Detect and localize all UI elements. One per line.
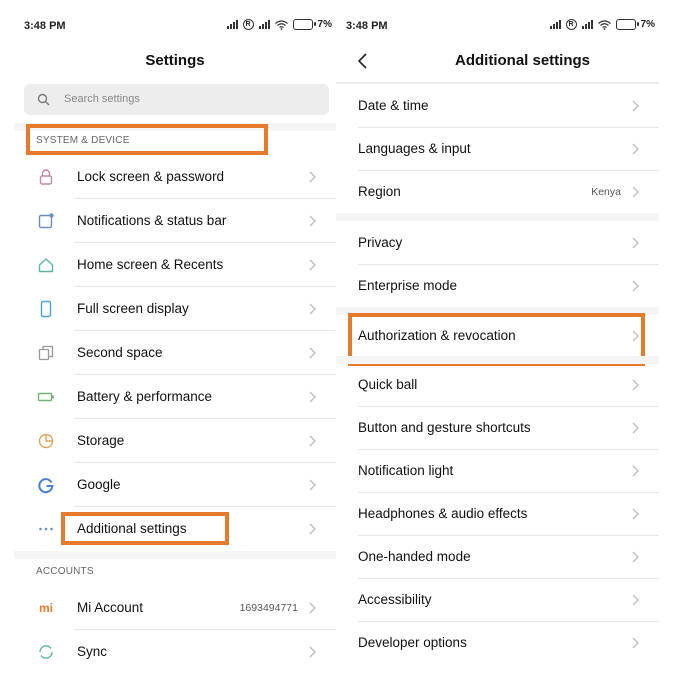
section-divider: [336, 213, 659, 221]
item-label: Second space: [77, 345, 163, 360]
settings-item-enterprise-mode[interactable]: [336, 264, 659, 308]
section-header-accounts: ACCOUNTS: [36, 566, 94, 577]
chevron-right-icon: [306, 170, 318, 184]
lock-icon: [37, 168, 55, 186]
item-label: Button and gesture shortcuts: [358, 420, 531, 435]
item-label: Privacy: [358, 235, 403, 250]
chevron-right-icon: [629, 593, 641, 607]
chevron-right-icon: [306, 645, 318, 659]
battery-status-icon: [616, 19, 636, 30]
back-arrow-icon[interactable]: [354, 50, 374, 72]
item-label: Additional settings: [77, 521, 187, 536]
settings-item-accessibility[interactable]: [336, 578, 659, 622]
item-value: Kenya: [591, 186, 621, 198]
status-bar: [14, 0, 336, 52]
chevron-right-icon: [306, 214, 318, 228]
chevron-right-icon: [629, 507, 641, 521]
chevron-right-icon: [306, 258, 318, 272]
mi-icon: mi: [38, 601, 53, 615]
status-time: 3:48 PM: [24, 20, 66, 32]
item-label: Storage: [77, 433, 125, 448]
settings-item-quick-ball[interactable]: [336, 363, 659, 407]
second-space-icon: [37, 344, 55, 362]
item-label: Accessibility: [358, 592, 432, 607]
chevron-right-icon: [306, 478, 318, 492]
google-icon: [37, 476, 55, 494]
battery-percent: 7%: [317, 19, 332, 30]
item-value: 1693494771: [239, 602, 298, 614]
settings-item-sync[interactable]: [14, 630, 336, 674]
page-title: Additional settings: [455, 52, 590, 69]
chevron-right-icon: [629, 464, 641, 478]
item-label: Languages & input: [358, 141, 471, 156]
settings-item-home-screen[interactable]: [14, 243, 336, 287]
item-label: Full screen display: [77, 301, 189, 316]
item-label: Headphones & audio effects: [358, 506, 528, 521]
signal-icon: [550, 20, 561, 29]
section-divider: [14, 551, 336, 559]
status-icons: [227, 19, 332, 30]
roaming-icon: R: [566, 19, 577, 30]
home-icon: [37, 256, 55, 274]
wifi-icon: [598, 20, 611, 30]
item-label: Lock screen & password: [77, 169, 225, 184]
settings-item-one-handed-mode[interactable]: [336, 535, 659, 579]
chevron-right-icon: [629, 636, 641, 650]
chevron-right-icon: [629, 236, 641, 250]
settings-item-second-space[interactable]: [14, 331, 336, 375]
settings-item-google[interactable]: [14, 463, 336, 507]
chevron-right-icon: [306, 601, 318, 615]
more-icon: [37, 520, 55, 538]
settings-item-notification-light[interactable]: [336, 449, 659, 493]
settings-item-button-gesture-shortcuts[interactable]: [336, 406, 659, 450]
item-label: Region: [358, 184, 401, 199]
chevron-right-icon: [306, 434, 318, 448]
item-label: Enterprise mode: [358, 278, 458, 293]
settings-item-lock-screen[interactable]: [14, 155, 336, 199]
battery-status-icon: [293, 19, 313, 30]
settings-item-storage[interactable]: [14, 419, 336, 463]
settings-screen: [14, 0, 336, 676]
item-label: Google: [77, 477, 121, 492]
search-input[interactable]: [24, 84, 329, 115]
status-time: 3:48 PM: [346, 20, 388, 32]
chevron-right-icon: [629, 421, 641, 435]
settings-item-full-screen[interactable]: [14, 287, 336, 331]
item-label: Home screen & Recents: [77, 257, 224, 272]
chevron-right-icon: [306, 302, 318, 316]
sync-icon: [37, 643, 55, 661]
chevron-right-icon: [629, 185, 641, 199]
notification-icon: [37, 212, 55, 230]
settings-item-date-time[interactable]: [336, 84, 659, 128]
wifi-icon: [275, 20, 288, 30]
chevron-right-icon: [629, 142, 641, 156]
item-label: Developer options: [358, 635, 467, 650]
chevron-right-icon: [306, 522, 318, 536]
battery-icon: [37, 388, 55, 406]
settings-item-languages[interactable]: [336, 127, 659, 171]
settings-item-mi-account[interactable]: [14, 586, 336, 630]
item-label: Notifications & status bar: [77, 213, 227, 228]
item-label: One-handed mode: [358, 549, 471, 564]
status-icons: [550, 19, 655, 30]
settings-item-region[interactable]: [336, 170, 659, 214]
item-label: Date & time: [358, 98, 429, 113]
status-bar: [336, 0, 659, 52]
section-header-system: SYSTEM & DEVICE: [36, 135, 130, 146]
signal-icon: [582, 20, 593, 29]
search-icon: [37, 93, 50, 106]
chevron-right-icon: [629, 550, 641, 564]
phone-icon: [37, 300, 55, 318]
highlight-system-device: [26, 124, 268, 155]
chevron-right-icon: [306, 390, 318, 404]
settings-item-privacy[interactable]: [336, 221, 659, 265]
chevron-right-icon: [629, 99, 641, 113]
item-label: Authorization & revocation: [358, 328, 516, 343]
page-title: Settings: [145, 52, 205, 69]
signal-icon: [259, 20, 270, 29]
battery-percent: 7%: [640, 19, 655, 30]
additional-settings-screen: [336, 0, 659, 676]
item-label: Sync: [77, 644, 108, 659]
storage-icon: [37, 432, 55, 450]
highlight-additional-settings: [61, 512, 229, 545]
item-label: Battery & performance: [77, 389, 213, 404]
chevron-right-icon: [629, 279, 641, 293]
settings-item-developer-options[interactable]: [336, 621, 659, 665]
item-label: Mi Account: [77, 600, 144, 615]
roaming-icon: R: [243, 19, 254, 30]
settings-item-battery[interactable]: [14, 375, 336, 419]
chevron-right-icon: [629, 378, 641, 392]
signal-icon: [227, 20, 238, 29]
settings-item-notifications[interactable]: [14, 199, 336, 243]
search-placeholder: Search settings: [64, 93, 140, 105]
item-label: Quick ball: [358, 377, 418, 392]
settings-item-headphones-audio[interactable]: [336, 492, 659, 536]
chevron-right-icon: [306, 346, 318, 360]
item-label: Notification light: [358, 463, 454, 478]
